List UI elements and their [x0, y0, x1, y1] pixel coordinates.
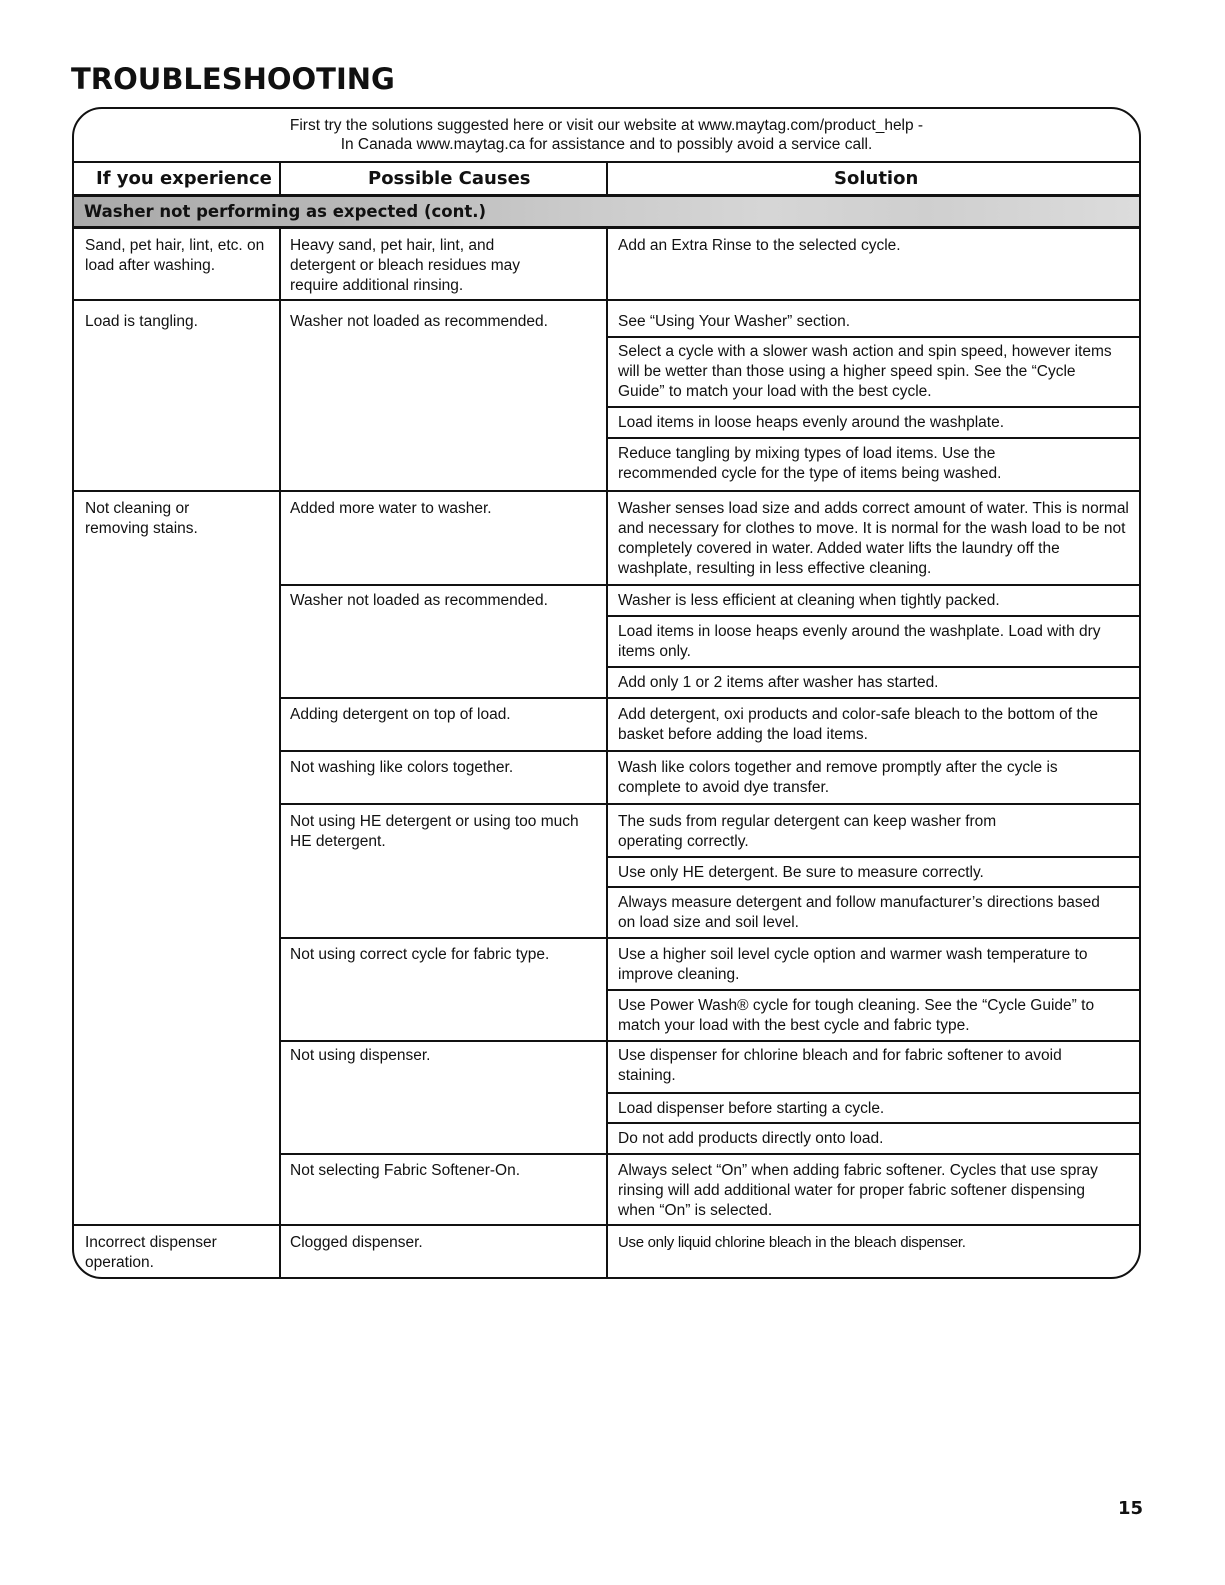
- row-rule: [606, 989, 1141, 991]
- row-rule: [606, 336, 1141, 338]
- solution-add-detergent-bottom: Add detergent, oxi products and color-safe bleach to the bottom of the basket before adding the load items.: [618, 706, 1098, 743]
- solution-use-he: Use only HE detergent. Be sure to measure correctly.: [618, 864, 984, 881]
- cause-wrong-cycle: Not using correct cycle for fabric type.: [290, 946, 550, 963]
- page-title: TROUBLESHOOTING: [71, 62, 395, 96]
- solution-reduce-tangling: Reduce tangling by mixing types of load items. Use the recommended cycle for the type of items being washed.: [618, 445, 1002, 482]
- header-divider-1: [279, 161, 281, 196]
- row-rule: [606, 406, 1141, 408]
- solution-loose-heaps-dry: Load items in loose heaps evenly around the washplate. Load with dry items only.: [618, 623, 1101, 660]
- cause-he-detergent: Not using HE detergent or using too much HE detergent.: [290, 813, 579, 850]
- solution-loose-heaps: Load items in loose heaps evenly around the washplate.: [618, 414, 1005, 431]
- solution-wash-colors: Wash like colors together and remove promptly after the cycle is complete to avoid dye transfer.: [618, 759, 1058, 796]
- row-rule: [279, 584, 1141, 586]
- row-rule: [606, 437, 1141, 439]
- row-rule: [72, 490, 1141, 492]
- solution-suds: The suds from regular detergent can keep washer from operating correctly.: [618, 813, 997, 850]
- experience-not-cleaning: Not cleaning or removing stains.: [85, 500, 198, 537]
- cause-clogged: Clogged dispenser.: [290, 1234, 423, 1251]
- intro-line-2: In Canada www.maytag.ca for assistance and to possibly avoid a service call.: [340, 136, 873, 153]
- row-rule: [72, 299, 1141, 301]
- header-experience: If you experience: [96, 168, 272, 189]
- row-rule: [279, 750, 1141, 752]
- experience-sand: Sand, pet hair, lint, etc. on load after washing.: [85, 237, 265, 274]
- cause-not-loaded-2: Washer not loaded as recommended.: [290, 592, 548, 609]
- cause-more-water: Added more water to washer.: [290, 500, 492, 517]
- solution-senses-load: Washer senses load size and adds correct amount of water. This is normal and necessary for clothes to move. It is normal for the wash load to be not completely covered in water. Added water lifts the laundry off the washplate, resulting in less effective cleaning.: [618, 500, 1129, 577]
- experience-dispenser: Incorrect dispenser operation.: [85, 1234, 217, 1271]
- cause-not-loaded: Washer not loaded as recommended.: [290, 313, 548, 330]
- column-divider-2: [606, 228, 608, 1278]
- solution-load-dispenser: Load dispenser before starting a cycle.: [618, 1100, 885, 1117]
- experience-tangling: Load is tangling.: [85, 313, 198, 330]
- header-solution: Solution: [834, 168, 919, 189]
- solution-slower-cycle: Select a cycle with a slower wash action and spin speed, however items will be wetter than those using a higher speed spin. See the “Cycle Guide” to match your load with the best cycle.: [618, 343, 1112, 400]
- row-rule: [606, 615, 1141, 617]
- row-rule: [606, 886, 1141, 888]
- row-rule: [279, 803, 1141, 805]
- section-label: Washer not performing as expected (cont.): [84, 202, 487, 221]
- solution-add-items: Add only 1 or 2 items after washer has started.: [618, 674, 939, 691]
- header-causes: Possible Causes: [368, 168, 531, 189]
- solution-see-using: See “Using Your Washer” section.: [618, 313, 851, 330]
- cause-detergent-top: Adding detergent on top of load.: [290, 706, 511, 723]
- row-rule: [279, 1040, 1141, 1042]
- row-rule: [606, 666, 1141, 668]
- solution-liquid-bleach: Use only liquid chlorine bleach in the bleach dispenser.: [618, 1234, 966, 1251]
- solution-no-direct: Do not add products directly onto load.: [618, 1130, 884, 1147]
- solution-tightly-packed: Washer is less efficient at cleaning when tightly packed.: [618, 592, 1000, 609]
- intro-text: [74, 116, 1139, 154]
- row-rule: [72, 1224, 1141, 1226]
- cause-colors: Not washing like colors together.: [290, 759, 514, 776]
- cause-no-dispenser: Not using dispenser.: [290, 1047, 431, 1064]
- solution-power-wash: Use Power Wash® cycle for tough cleaning. See the “Cycle Guide” to match your load with the best cycle and fabric type.: [618, 997, 1095, 1034]
- solution-select-on: Always select “On” when adding fabric softener. Cycles that use spray rinsing will add additional water for proper fabric softener dispensing when “On” is selected.: [618, 1162, 1098, 1219]
- solution-higher-soil: Use a higher soil level cycle option and warmer wash temperature to improve cleaning.: [618, 946, 1088, 983]
- intro-line-1: First try the solutions suggested here or visit our website at www.maytag.com/product_help -: [289, 117, 924, 134]
- page-number: 15: [1118, 1498, 1144, 1519]
- cause-residues: Heavy sand, pet hair, lint, and detergent or bleach residues may require additional rinsing.: [290, 237, 521, 294]
- row-rule: [279, 937, 1141, 939]
- row-rule: [606, 1122, 1141, 1124]
- row-rule: [279, 697, 1141, 699]
- solution-extra-rinse: Add an Extra Rinse to the selected cycle.: [618, 237, 901, 254]
- solution-measure: Always measure detergent and follow manufacturer’s directions based on load size and soil level.: [618, 894, 1100, 931]
- row-rule: [606, 856, 1141, 858]
- column-divider-1: [279, 228, 281, 1278]
- cause-softener-off: Not selecting Fabric Softener-On.: [290, 1162, 521, 1179]
- solution-use-dispenser: Use dispenser for chlorine bleach and for fabric softener to avoid staining.: [618, 1047, 1062, 1084]
- row-rule: [279, 1153, 1141, 1155]
- header-divider-2: [606, 161, 608, 196]
- row-rule: [606, 1092, 1141, 1094]
